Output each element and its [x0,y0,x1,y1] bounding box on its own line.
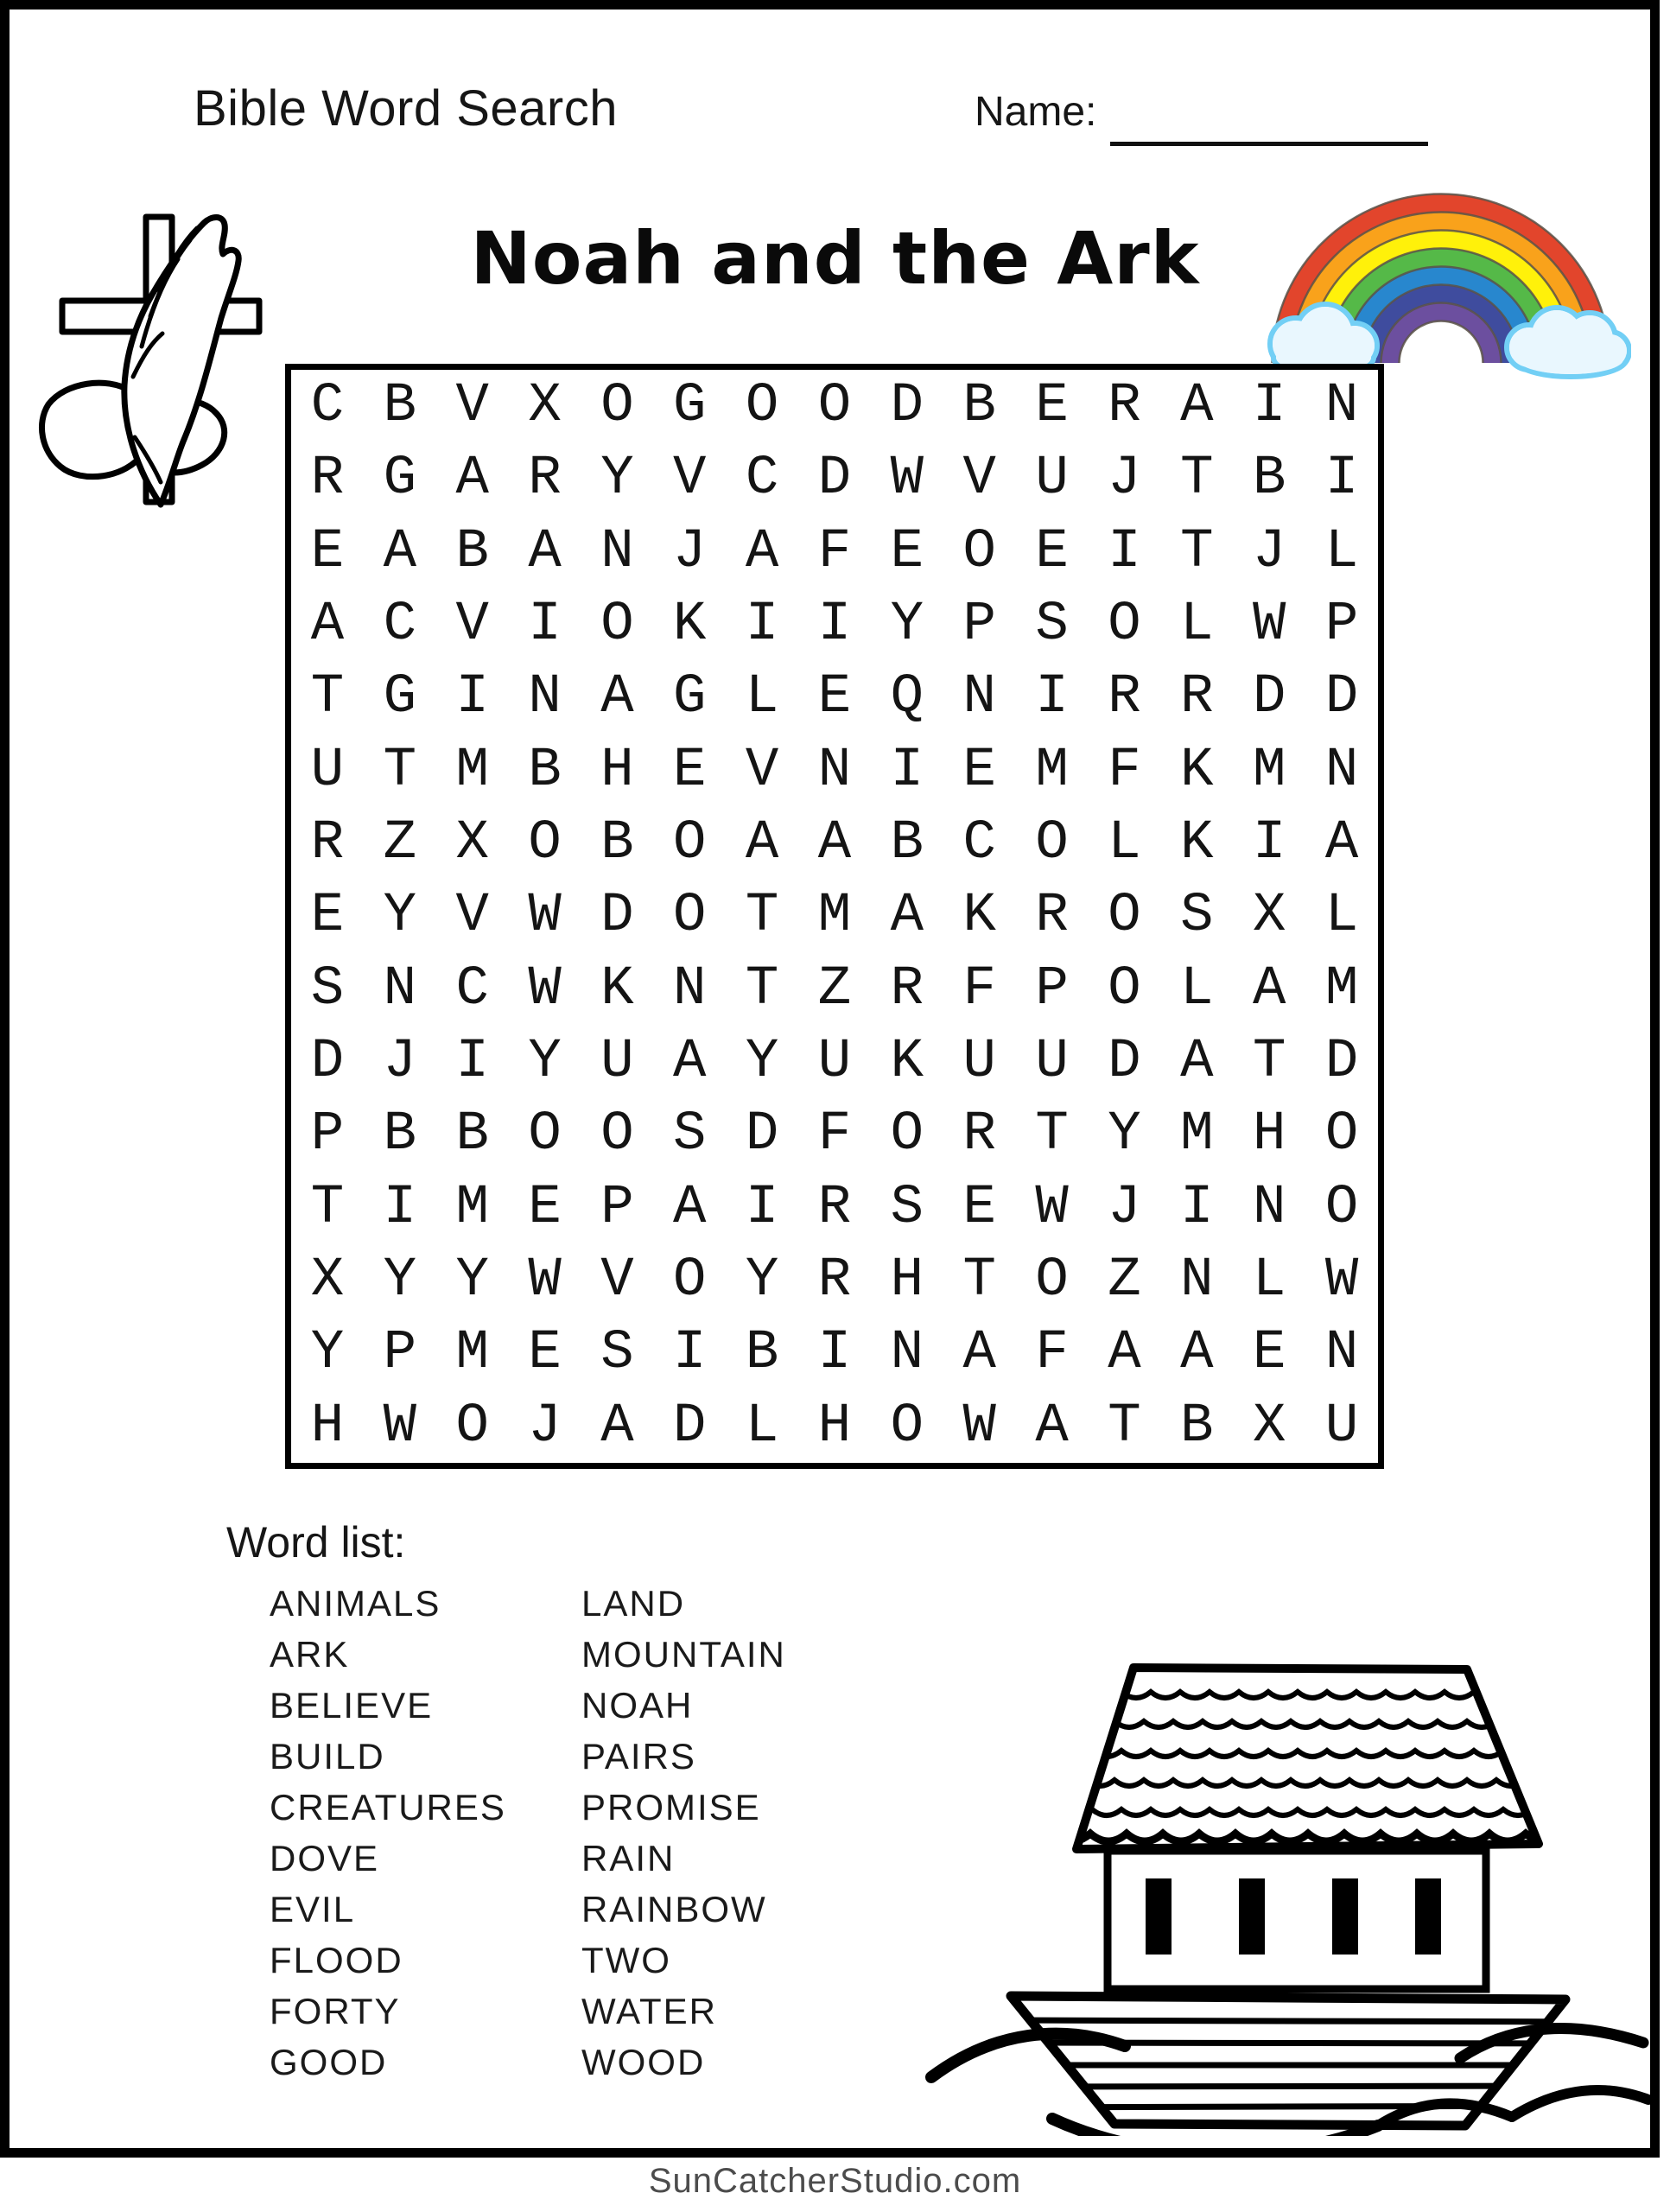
grid-letter: M [455,1176,489,1239]
grid-letter: O [1108,885,1141,948]
grid-letter: B [745,1322,779,1385]
grid-letter: U [310,739,345,802]
word-list-item: EVIL [270,1889,356,1929]
grid-letter: R [890,957,924,1020]
grid-letter: V [673,448,707,511]
grid-letter: I [1252,812,1286,875]
grid-letter: C [383,594,416,657]
grid-letter: A [745,812,779,875]
grid-letter: O [962,520,996,583]
grid-letter: O [1035,812,1069,875]
grid-letter: T [383,739,416,802]
word-list-item: FORTY [270,1991,401,2031]
grid-letter: E [962,739,996,802]
grid-letter: F [1108,739,1141,802]
grid-letter: Y [455,1249,489,1313]
grid-letter: I [1252,375,1286,438]
grid-letter: Z [1108,1249,1141,1313]
grid-letter: E [1035,375,1069,438]
grid-letter: H [310,1395,345,1458]
grid-letter: I [817,594,852,657]
grid-letter: T [1035,1103,1069,1166]
grid-letter: O [528,812,562,875]
grid-letter: N [890,1322,924,1385]
grid-letter: W [962,1395,996,1458]
grid-letter: E [962,1176,996,1239]
grid-letter: I [1108,520,1141,583]
grid-letter: A [383,520,416,583]
grid-letter: F [817,520,852,583]
word-list-item: PROMISE [581,1787,761,1827]
grid-letter: M [817,885,852,948]
grid-letter: H [600,739,634,802]
grid-letter: J [673,520,707,583]
grid-letter: F [817,1103,852,1166]
grid-letter: Q [890,666,924,729]
name-input-line[interactable] [1110,102,1428,146]
word-search-grid [285,364,1384,1469]
grid-letter: G [383,666,416,729]
grid-letter: O [1108,594,1141,657]
grid-letter: A [1180,1322,1214,1385]
grid-letter: B [1180,1395,1214,1458]
word-list-item: ARK [270,1634,350,1675]
grid-letter: Y [383,1249,416,1313]
grid-letter: L [745,666,779,729]
grid-letter: K [673,594,707,657]
grid-letter: Y [528,1031,562,1094]
grid-letter: A [528,520,562,583]
grid-letter: I [1035,666,1069,729]
grid-letter: L [1180,594,1214,657]
grid-letter: S [310,957,345,1020]
grid-letter: M [1180,1103,1214,1166]
grid-letter: E [817,666,852,729]
grid-letter: T [1108,1395,1141,1458]
grid-letter: V [455,885,489,948]
grid-letter: B [383,1103,416,1166]
grid-letter: I [455,1031,489,1094]
grid-letter: A [890,885,924,948]
grid-letter: N [817,739,852,802]
grid-letter: E [528,1176,562,1239]
word-list-item: TWO [581,1940,671,1980]
grid-letter: V [455,375,489,438]
grid-letter: Y [1108,1103,1141,1166]
grid-letter: O [528,1103,562,1166]
grid-letter: W [383,1395,416,1458]
grid-letter: A [310,594,345,657]
grid-letter: Z [817,957,852,1020]
grid-letter: S [890,1176,924,1239]
grid-letter: W [528,885,562,948]
grid-letter: L [745,1395,779,1458]
grid-letter: M [1324,957,1359,1020]
grid-letter: O [1324,1103,1359,1166]
grid-letter: R [817,1176,852,1239]
grid-letter: W [1252,594,1286,657]
grid-letter: P [310,1103,345,1166]
grid-letter: V [600,1249,634,1313]
page-title: Bible Word Search [194,80,618,137]
grid-letter: Y [745,1249,779,1313]
grid-letter: E [1035,520,1069,583]
grid-letter: A [745,520,779,583]
grid-letter: M [455,739,489,802]
grid-letter: V [962,448,996,511]
grid-letter: I [673,1322,707,1385]
grid-letter: J [1108,1176,1141,1239]
grid-letter: W [1324,1249,1359,1313]
grid-letter: U [1324,1395,1359,1458]
grid-letter: P [1035,957,1069,1020]
noahs-ark-icon [907,1652,1650,2140]
grid-letter: J [1252,520,1286,583]
grid-letter: P [1324,594,1359,657]
grid-letter: X [455,812,489,875]
grid-letter: Z [383,812,416,875]
grid-letter: W [528,957,562,1020]
grid-letter: D [600,885,634,948]
grid-letter: G [673,666,707,729]
grid-letter: R [817,1249,852,1313]
footer-credit: SunCatcherStudio.com [648,2162,1022,2200]
grid-letter: O [673,812,707,875]
grid-letter: E [528,1322,562,1385]
grid-letter: A [1324,812,1359,875]
grid-letter: Y [600,448,634,511]
word-list-label: Word list: [226,1518,406,1567]
word-list-item: DOVE [270,1838,380,1878]
grid-letter: B [455,520,489,583]
grid-letter: T [310,666,345,729]
grid-letter: H [817,1395,852,1458]
grid-letter: N [1324,739,1359,802]
grid-letter: I [817,1322,852,1385]
grid-letter: A [1035,1395,1069,1458]
grid-letter: T [962,1249,996,1313]
grid-letter: C [455,957,489,1020]
grid-letter: I [455,666,489,729]
grid-letter: R [310,812,345,875]
grid-letter: N [1252,1176,1286,1239]
grid-letter: D [1108,1031,1141,1094]
grid-letter: N [1324,1322,1359,1385]
grid-letter: D [817,448,852,511]
grid-letter: L [1108,812,1141,875]
grid-letter: V [455,594,489,657]
grid-letter: N [962,666,996,729]
grid-letter: B [600,812,634,875]
grid-letter: L [1324,885,1359,948]
grid-letter: B [383,375,416,438]
grid-letter: O [600,375,634,438]
grid-letter: D [310,1031,345,1094]
grid-letter: B [528,739,562,802]
grid-letter: N [528,666,562,729]
grid-letter: A [600,1395,634,1458]
word-list-item: WATER [581,1991,717,2031]
grid-letter: E [890,520,924,583]
grid-letter: I [528,594,562,657]
grid-letter: C [310,375,345,438]
grid-letter: A [962,1322,996,1385]
grid-letter: E [310,885,345,948]
grid-letter: O [890,1103,924,1166]
grid-letter: B [962,375,996,438]
grid-letter: I [1180,1176,1214,1239]
grid-letter: O [455,1395,489,1458]
grid-letter: T [310,1176,345,1239]
grid-letter: V [745,739,779,802]
grid-letter: I [383,1176,416,1239]
grid-letter: O [673,1249,707,1313]
word-list-item: BUILD [270,1736,385,1777]
grid-letter: A [1252,957,1286,1020]
grid-letter: K [1180,812,1214,875]
grid-letter: X [1252,885,1286,948]
grid-letter: U [1035,448,1069,511]
grid-letter: R [310,448,345,511]
grid-letter: B [1252,448,1286,511]
word-list-item: LAND [581,1583,686,1624]
grid-letter: O [600,594,634,657]
grid-letter: T [1252,1031,1286,1094]
grid-letter: X [310,1249,345,1313]
grid-letter: A [673,1031,707,1094]
rainbow-clouds-icon [1251,166,1631,388]
grid-letter: U [817,1031,852,1094]
grid-letter: A [673,1176,707,1239]
grid-letter: R [1180,666,1214,729]
grid-letter: I [890,739,924,802]
word-list-item: FLOOD [270,1940,403,1980]
grid-letter: A [1180,1031,1214,1094]
grid-letter: E [1252,1322,1286,1385]
grid-letter: D [1324,1031,1359,1094]
grid-letter: F [962,957,996,1020]
grid-letter: I [745,1176,779,1239]
grid-letter: E [310,520,345,583]
word-list-item: PAIRS [581,1736,696,1777]
grid-letter: D [745,1103,779,1166]
grid-letter: P [600,1176,634,1239]
grid-letter: O [673,885,707,948]
grid-letter: M [1035,739,1069,802]
word-list-item: BELIEVE [270,1685,434,1726]
grid-letter: N [1180,1249,1214,1313]
grid-letter: D [673,1395,707,1458]
grid-letter: U [1035,1031,1069,1094]
grid-letter: I [745,594,779,657]
grid-letter: S [600,1322,634,1385]
grid-letter: J [383,1031,416,1094]
word-list-item: ANIMALS [270,1583,441,1624]
grid-letter: S [673,1103,707,1166]
grid-letter: C [962,812,996,875]
word-list-item: RAIN [581,1838,676,1878]
word-list-item: WOOD [581,2042,706,2082]
grid-letter: H [890,1249,924,1313]
grid-letter: F [1035,1322,1069,1385]
grid-letter: N [600,520,634,583]
grid-letter: G [673,375,707,438]
grid-letter: W [890,448,924,511]
grid-letter: N [1324,375,1359,438]
word-list-item: GOOD [270,2042,388,2082]
grid-letter: K [1180,739,1214,802]
word-list-column-2 [581,1578,786,2088]
grid-letter: Y [383,885,416,948]
grid-letter: R [1035,885,1069,948]
grid-letter: D [890,375,924,438]
grid-letter: M [1252,739,1286,802]
grid-letter: J [528,1395,562,1458]
grid-letter: O [745,375,779,438]
word-list-item: NOAH [581,1685,694,1726]
grid-letter: K [600,957,634,1020]
grid-letter: O [817,375,852,438]
grid-letter: C [745,448,779,511]
grid-letter: A [817,812,852,875]
grid-letter: D [1324,666,1359,729]
grid-letter: O [890,1395,924,1458]
grid-letter: D [1252,666,1286,729]
grid-letter: G [383,448,416,511]
grid-letter: X [528,375,562,438]
grid-letter: L [1324,520,1359,583]
grid-letter: U [600,1031,634,1094]
grid-letter: L [1180,957,1214,1020]
grid-letter: T [1180,520,1214,583]
grid-letter: M [455,1322,489,1385]
word-list-column-1 [270,1578,506,2088]
grid-letter: I [1324,448,1359,511]
grid-letter: A [1180,375,1214,438]
grid-letter: Y [890,594,924,657]
grid-letter: N [383,957,416,1020]
grid-letter: H [1252,1103,1286,1166]
grid-letter: K [890,1031,924,1094]
grid-letter: R [962,1103,996,1166]
grid-letter: Y [745,1031,779,1094]
grid-letter: N [673,957,707,1020]
grid-letter: B [455,1103,489,1166]
grid-letter: W [528,1249,562,1313]
grid-letter: W [1035,1176,1069,1239]
grid-letter: R [528,448,562,511]
grid-letter: L [1252,1249,1286,1313]
puzzle-title: Noah and the Ark [470,216,1200,301]
grid-letter: B [890,812,924,875]
grid-letter: P [383,1322,416,1385]
grid-letter: O [600,1103,634,1166]
praying-hands-cross-icon [31,178,290,537]
grid-letter: P [962,594,996,657]
grid-letter: O [1035,1249,1069,1313]
grid-letter: T [1180,448,1214,511]
grid-letter: R [1108,375,1141,438]
grid-letter: O [1108,957,1141,1020]
grid-letter: X [1252,1395,1286,1458]
grid-letter: S [1035,594,1069,657]
word-list-item: MOUNTAIN [581,1634,786,1675]
grid-letter: T [745,957,779,1020]
grid-letter: Y [310,1322,345,1385]
word-list-item: CREATURES [270,1787,506,1827]
grid-letter: T [745,885,779,948]
grid-letter: K [962,885,996,948]
grid-letter: R [1108,666,1141,729]
grid-letter: A [600,666,634,729]
grid-letter: A [455,448,489,511]
grid-letter: O [1324,1176,1359,1239]
grid-letter: A [1108,1322,1141,1385]
word-list-item: RAINBOW [581,1889,767,1929]
grid-letter: E [673,739,707,802]
name-label: Name: [975,89,1097,135]
grid-letter: U [962,1031,996,1094]
grid-letter: J [1108,448,1141,511]
grid-letter: S [1180,885,1214,948]
